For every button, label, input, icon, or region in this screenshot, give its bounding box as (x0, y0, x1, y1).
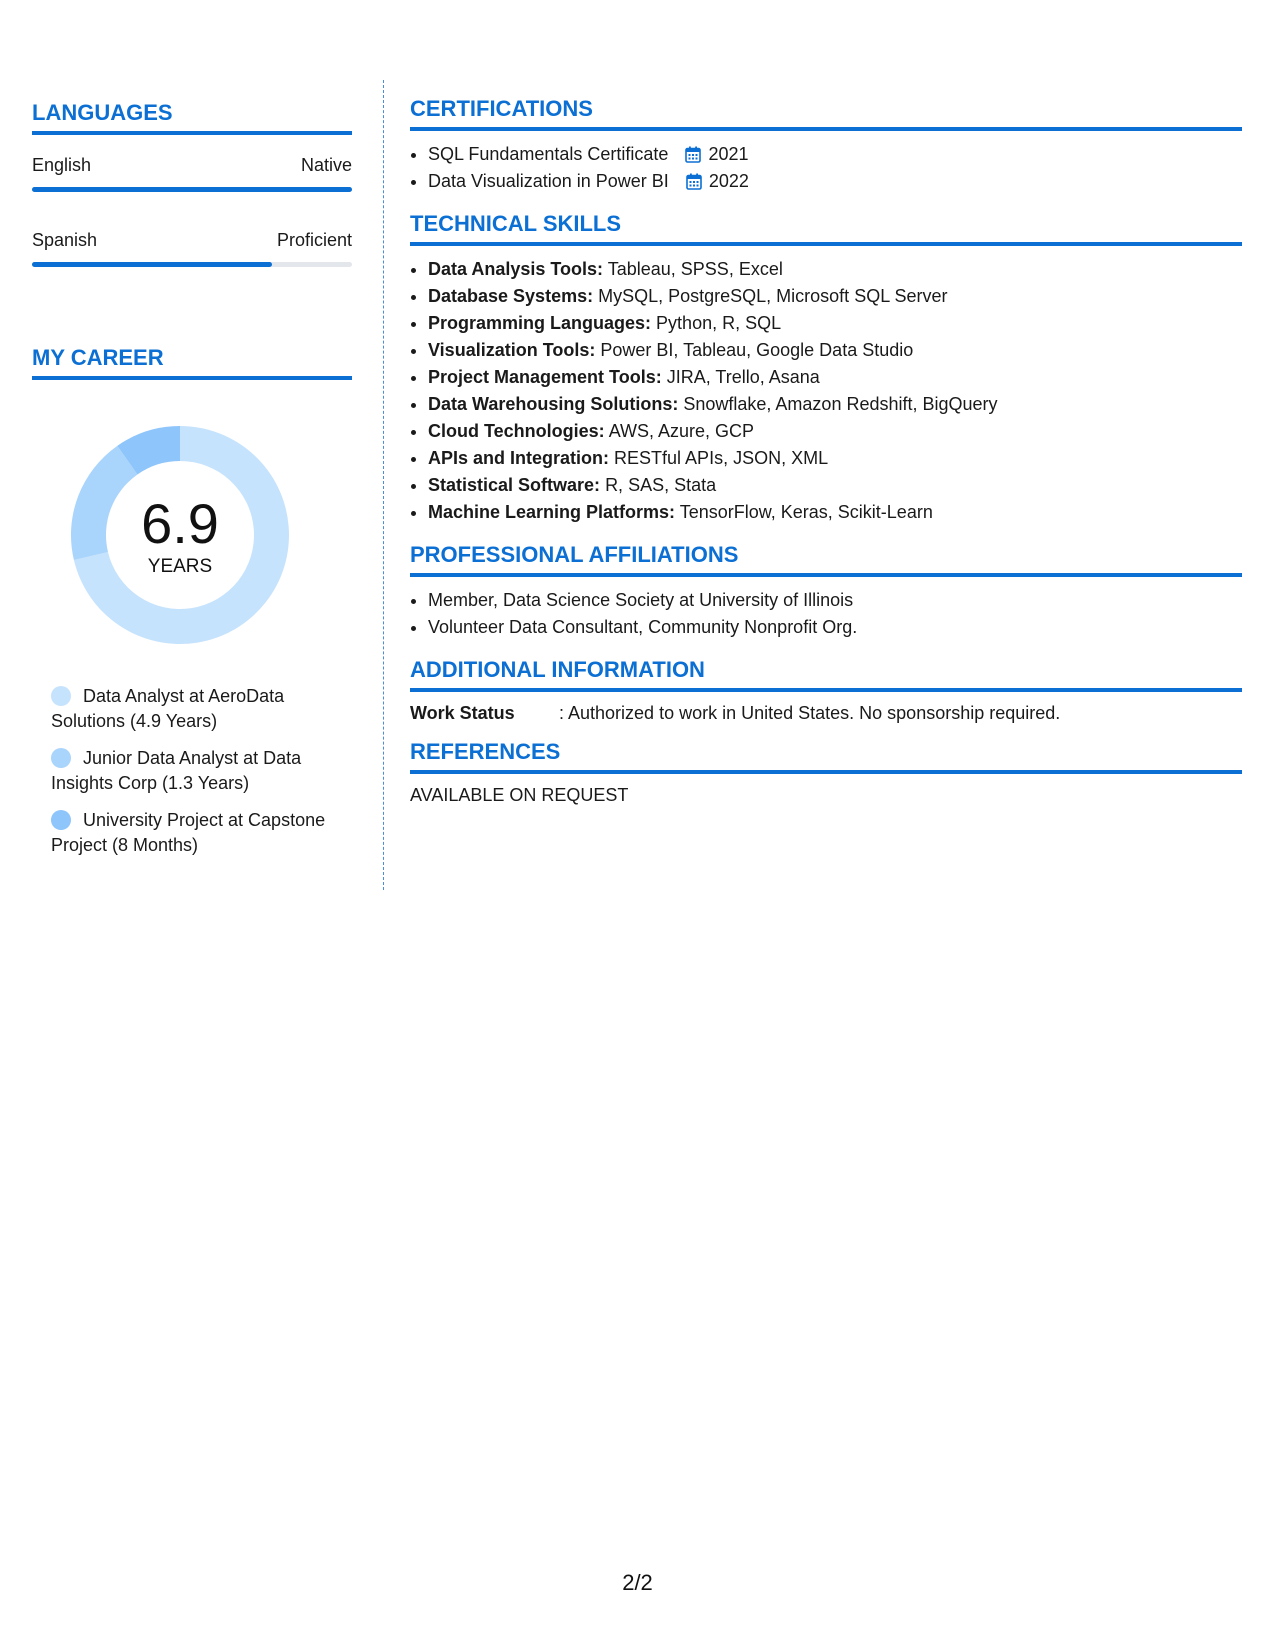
technical-skills-title: TECHNICAL SKILLS (410, 211, 1242, 246)
affiliations-list (410, 587, 1242, 641)
language-proficiency-fill (32, 187, 352, 192)
skill-label: Programming Languages: (428, 313, 652, 333)
skill-value: Python, R, SQL (656, 313, 782, 333)
skill-item (428, 310, 1242, 337)
certification-name: SQL Fundamentals Certificate (428, 144, 669, 164)
work-status-row (410, 700, 1242, 727)
certification-name: Data Visualization in Power BI (428, 171, 669, 191)
calendar-icon (686, 173, 702, 190)
career-title: MY CAREER (32, 345, 352, 380)
career-years-unit: YEARS (147, 556, 213, 577)
certifications-title: CERTIFICATIONS (410, 96, 1242, 131)
legend-dot-icon (51, 748, 71, 768)
language-level: Proficient (276, 230, 352, 250)
legend-dot-icon (51, 686, 71, 706)
certifications-list (410, 141, 1242, 195)
work-status-label: Work Status (410, 703, 515, 723)
skill-item (428, 283, 1242, 310)
skill-value: RESTful APIs, JSON, XML (614, 448, 829, 468)
column-divider (383, 80, 384, 890)
right-column (410, 80, 1242, 809)
legend-item (32, 808, 352, 858)
additional-info-title: ADDITIONAL INFORMATION (410, 657, 1242, 692)
skill-item (428, 472, 1242, 499)
legend-label: Data Analyst at AeroData Solutions (4.9 Years) (51, 686, 285, 731)
skill-label: Data Warehousing Solutions: (428, 394, 679, 414)
legend-label: Junior Data Analyst at Data Insights Corp (1.3 Years) (51, 748, 302, 793)
references-title: REFERENCES (410, 739, 1242, 774)
language-item (32, 155, 352, 192)
skill-label: APIs and Integration: (428, 448, 610, 468)
legend-label: University Project at Capstone Project (8 Months) (51, 810, 326, 855)
certification-item (428, 141, 1242, 168)
skill-value: MySQL, PostgreSQL, Microsoft SQL Server (598, 286, 948, 306)
skill-value: Tableau, SPSS, Excel (607, 259, 783, 279)
references-text: AVAILABLE ON REQUEST (410, 785, 629, 805)
legend-item (32, 746, 352, 796)
skill-value: TensorFlow, Keras, Scikit-Learn (679, 502, 933, 522)
affiliation-item: • Member, Data Science Society at University of Illinois (428, 587, 1242, 614)
legend-dot-icon (51, 810, 71, 830)
skill-label: Database Systems: (428, 286, 594, 306)
legend-item (32, 684, 352, 734)
skill-item (428, 499, 1242, 526)
career-legend (32, 684, 352, 858)
career-total-years: 6.9 (141, 492, 219, 555)
certification-year: 2021 (708, 144, 749, 164)
career-donut-chart (65, 420, 295, 650)
languages-title: LANGUAGES (32, 100, 352, 135)
technical-skills-list (410, 256, 1242, 526)
language-item (32, 230, 352, 267)
language-level: Native (300, 155, 352, 175)
language-proficiency-bar (32, 262, 352, 267)
skill-item (428, 364, 1242, 391)
skill-label: Statistical Software: (428, 475, 601, 495)
certification-item (428, 168, 1242, 195)
affiliations-title: PROFESSIONAL AFFILIATIONS (410, 542, 1242, 577)
skill-item (428, 418, 1242, 445)
skill-item (428, 445, 1242, 472)
left-column (32, 80, 352, 870)
skill-value: JIRA, Trello, Asana (666, 367, 820, 387)
skill-label: Data Analysis Tools: (428, 259, 604, 279)
skill-label: Cloud Technologies: (428, 421, 605, 441)
calendar-icon (685, 146, 701, 163)
skill-item (428, 391, 1242, 418)
certification-year: 2022 (708, 171, 749, 191)
affiliation-item: • Volunteer Data Consultant, Community Nonprofit Org. (428, 614, 1242, 641)
skill-label: Project Management Tools: (428, 367, 662, 387)
language-name: English (32, 155, 92, 175)
skill-value: AWS, Azure, GCP (608, 421, 755, 441)
language-proficiency-bar (32, 187, 352, 192)
skill-value: Snowflake, Amazon Redshift, BigQuery (683, 394, 998, 414)
skill-label: Machine Learning Platforms: (428, 502, 676, 522)
work-status-value: : Authorized to work in United States. No sponsorship required. (559, 703, 1061, 723)
skill-value: R, SAS, Stata (605, 475, 717, 495)
skill-item (428, 337, 1242, 364)
skill-label: Visualization Tools: (428, 340, 596, 360)
language-proficiency-fill (32, 262, 272, 267)
skill-value: Power BI, Tableau, Google Data Studio (600, 340, 914, 360)
skill-item (428, 256, 1242, 283)
language-name: Spanish (32, 230, 98, 250)
page-number: 2/2 (622, 1570, 653, 1595)
